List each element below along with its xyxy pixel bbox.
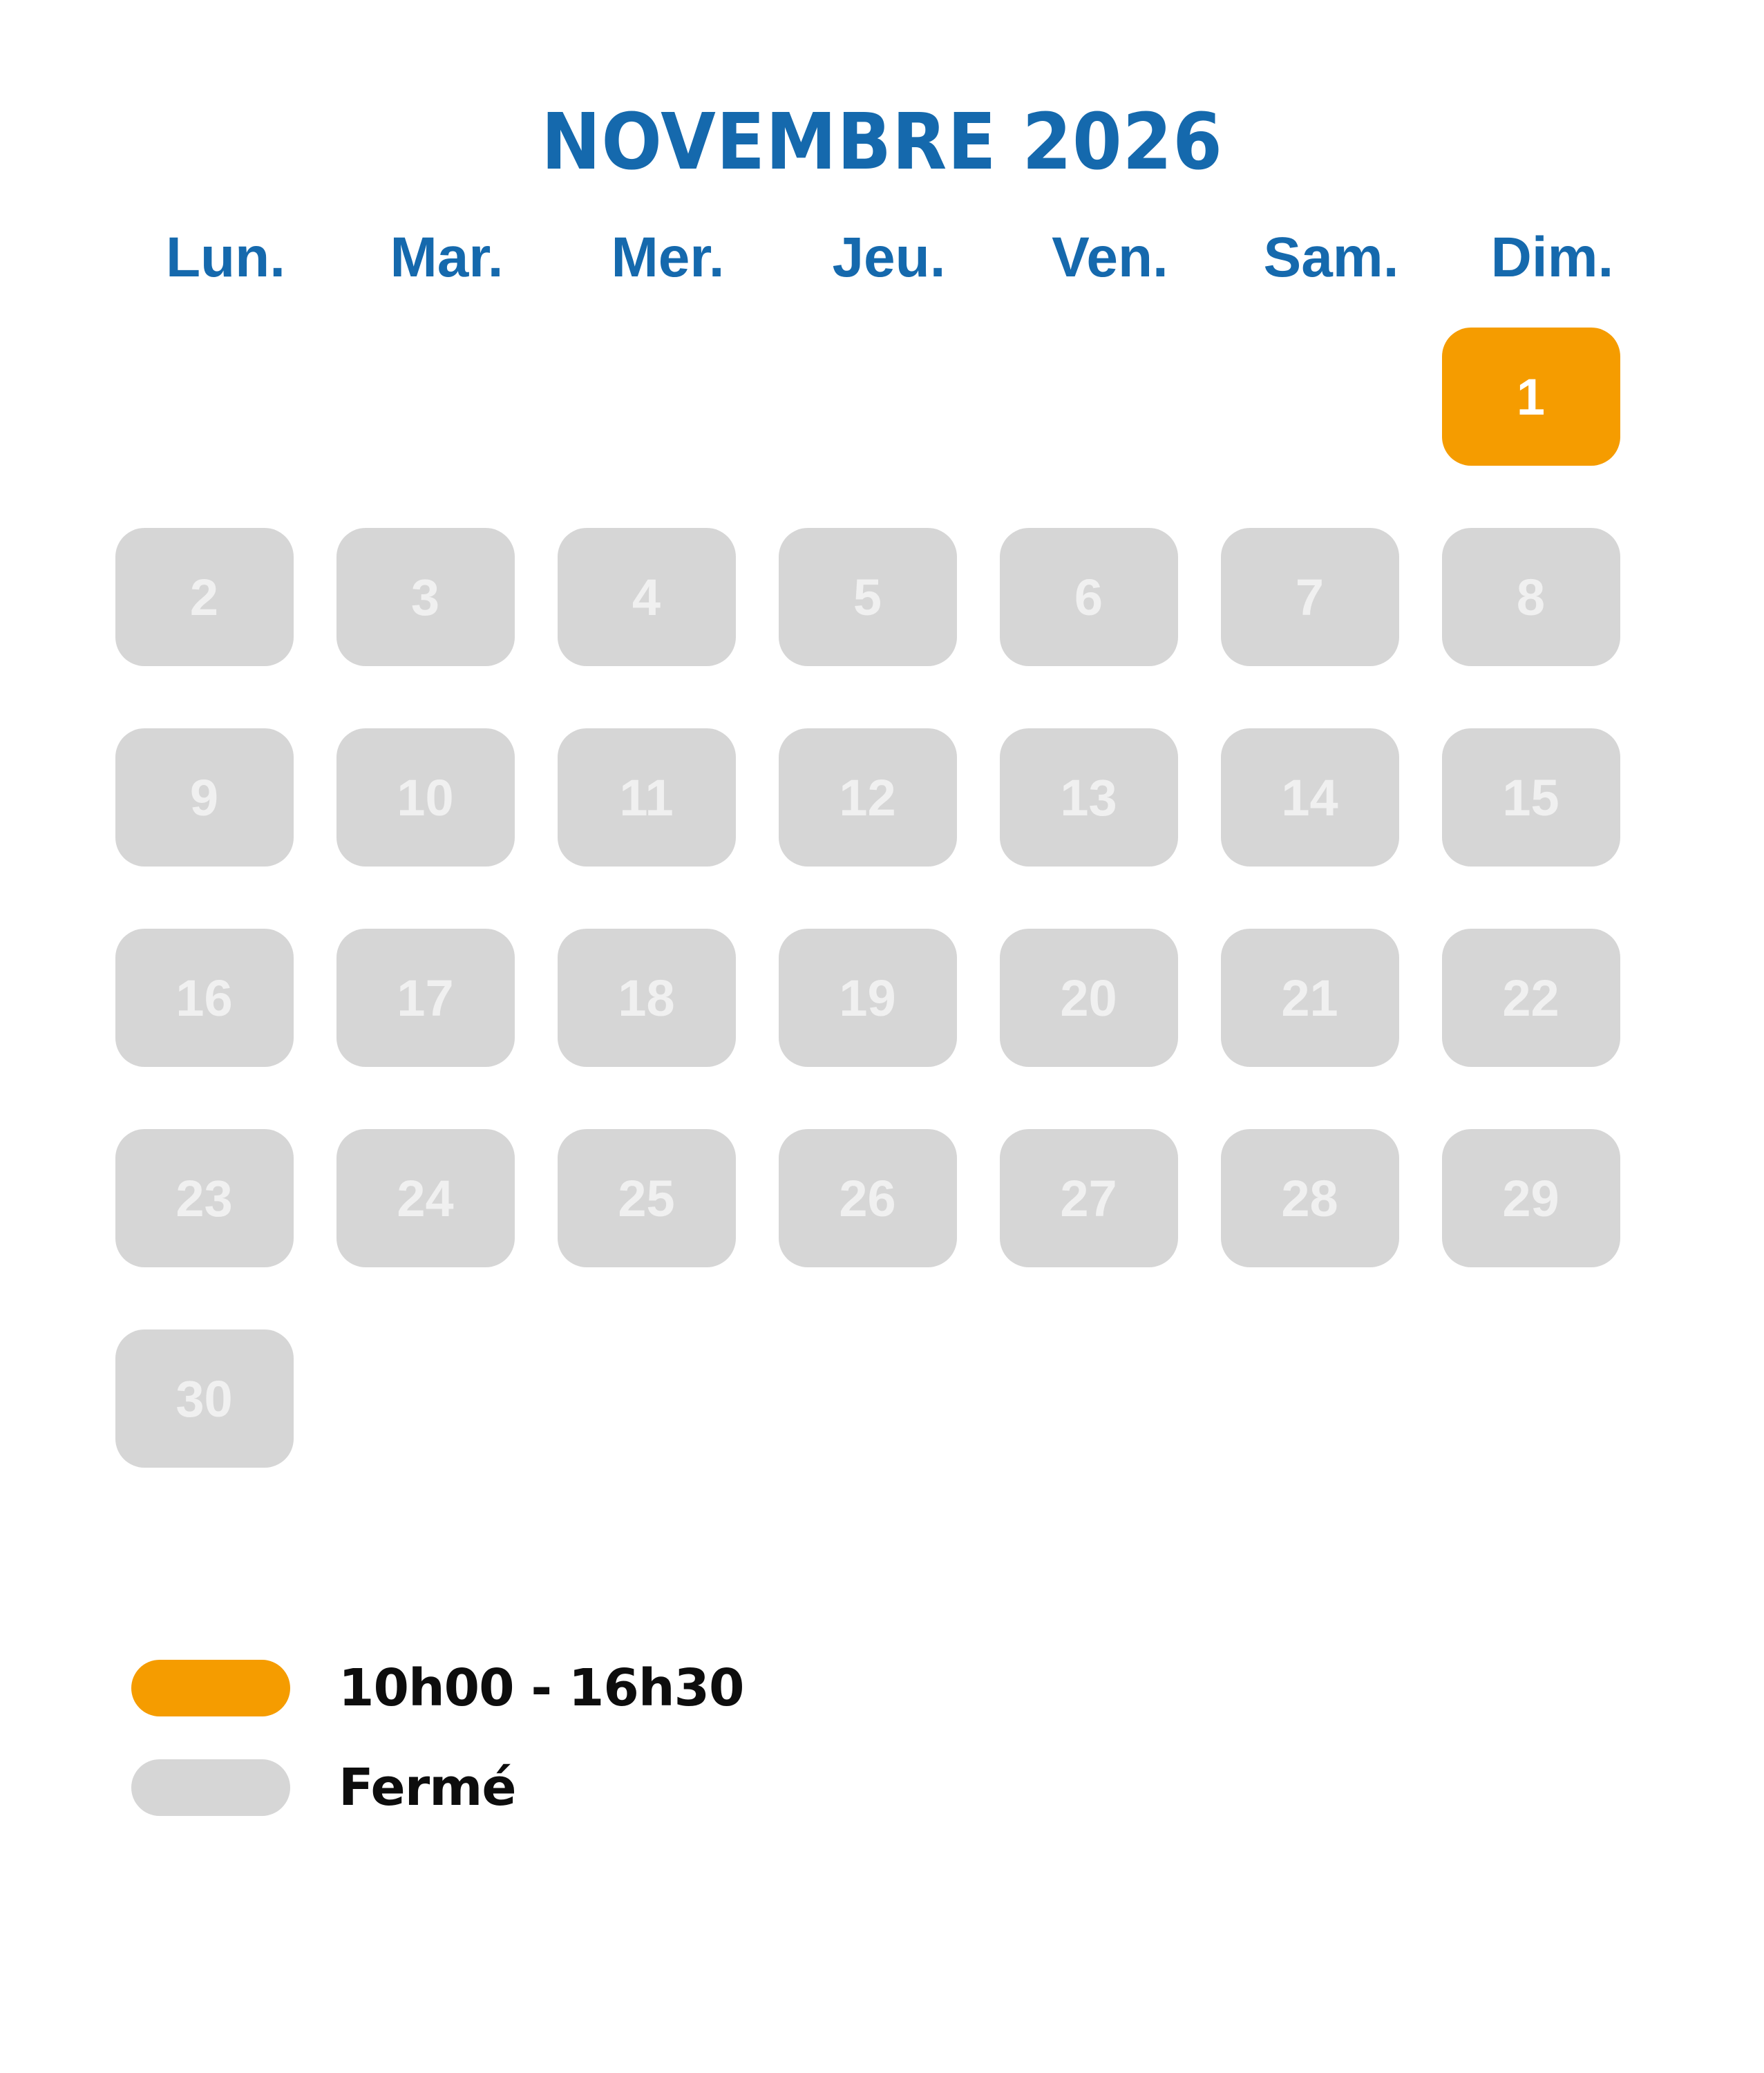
calendar-cell[interactable]: [1442, 929, 1663, 1129]
weekday-label-3: Jeu.: [832, 226, 946, 289]
calendar-cell[interactable]: [1221, 728, 1442, 929]
day-4[interactable]: 4: [558, 528, 736, 666]
calendar-cell[interactable]: [115, 728, 336, 929]
day-21[interactable]: 21: [1221, 929, 1399, 1067]
calendar-cell[interactable]: [1442, 728, 1663, 929]
empty-day: [336, 328, 515, 466]
day-7[interactable]: 7: [1221, 528, 1399, 666]
calendar-day-grid: [108, 328, 1656, 1530]
empty-day: [1000, 328, 1178, 466]
day-9[interactable]: 9: [115, 728, 294, 867]
day-11[interactable]: 11: [558, 728, 736, 867]
calendar-legend: [131, 1658, 1513, 1857]
empty-day: [1221, 328, 1399, 466]
day-23[interactable]: 23: [115, 1129, 294, 1267]
weekday-label-1: Mar.: [390, 226, 504, 289]
day-25[interactable]: 25: [558, 1129, 736, 1267]
calendar-cell[interactable]: [115, 528, 336, 728]
day-12[interactable]: 12: [779, 728, 957, 867]
weekday-label-6: Dim.: [1490, 226, 1614, 289]
day-30[interactable]: 30: [115, 1329, 294, 1468]
calendar-empty-cell: [558, 328, 779, 528]
day-10[interactable]: 10: [336, 728, 515, 867]
weekday-label-4: Ven.: [1052, 226, 1168, 289]
day-29[interactable]: 29: [1442, 1129, 1620, 1267]
day-27[interactable]: 27: [1000, 1129, 1178, 1267]
calendar-cell[interactable]: [336, 728, 558, 929]
calendar-cell[interactable]: [1221, 528, 1442, 728]
legend-label-closed: Fermé: [339, 1758, 516, 1817]
day-20[interactable]: 20: [1000, 929, 1178, 1067]
calendar-cell[interactable]: [779, 528, 1000, 728]
legend-row-closed: [131, 1758, 1513, 1817]
day-1[interactable]: 1: [1442, 328, 1620, 466]
day-17[interactable]: 17: [336, 929, 515, 1067]
calendar-cell[interactable]: [779, 1129, 1000, 1329]
calendar-cell[interactable]: [1442, 528, 1663, 728]
empty-day: [779, 328, 957, 466]
day-19[interactable]: 19: [779, 929, 957, 1067]
legend-row-open: [131, 1658, 1513, 1718]
weekday-label-0: Lun.: [165, 226, 286, 289]
calendar-cell[interactable]: [558, 528, 779, 728]
calendar-cell[interactable]: [115, 929, 336, 1129]
day-24[interactable]: 24: [336, 1129, 515, 1267]
calendar-weekday-header: [108, 226, 1656, 289]
calendar-cell[interactable]: [558, 929, 779, 1129]
calendar-cell[interactable]: [1000, 728, 1221, 929]
day-2[interactable]: 2: [115, 528, 294, 666]
calendar-cell[interactable]: [1000, 528, 1221, 728]
calendar-cell[interactable]: [779, 728, 1000, 929]
day-26[interactable]: 26: [779, 1129, 957, 1267]
calendar-cell[interactable]: [336, 528, 558, 728]
calendar-cell[interactable]: [1000, 1129, 1221, 1329]
empty-day: [558, 328, 736, 466]
calendar-cell[interactable]: [1442, 328, 1663, 528]
calendar-cell[interactable]: [558, 728, 779, 929]
weekday-label-2: Mer.: [611, 226, 725, 289]
calendar-cell[interactable]: [1000, 929, 1221, 1129]
day-16[interactable]: 16: [115, 929, 294, 1067]
weekday-label-5: Sam.: [1263, 226, 1399, 289]
day-3[interactable]: 3: [336, 528, 515, 666]
calendar-cell[interactable]: [1221, 1129, 1442, 1329]
calendar-empty-cell: [336, 328, 558, 528]
calendar-cell[interactable]: [1221, 929, 1442, 1129]
calendar-cell[interactable]: [558, 1129, 779, 1329]
calendar-empty-cell: [1000, 328, 1221, 528]
calendar-cell[interactable]: [779, 929, 1000, 1129]
calendar-cell[interactable]: [336, 1129, 558, 1329]
calendar-cell[interactable]: [115, 1329, 336, 1530]
day-5[interactable]: 5: [779, 528, 957, 666]
day-18[interactable]: 18: [558, 929, 736, 1067]
calendar-empty-cell: [779, 328, 1000, 528]
legend-swatch-open: [131, 1660, 290, 1716]
calendar-cell[interactable]: [1442, 1129, 1663, 1329]
day-15[interactable]: 15: [1442, 728, 1620, 867]
empty-day: [115, 328, 294, 466]
calendar-cell[interactable]: [336, 929, 558, 1129]
legend-label-open: 10h00 - 16h30: [339, 1658, 744, 1718]
calendar-empty-cell: [1221, 328, 1442, 528]
day-14[interactable]: 14: [1221, 728, 1399, 867]
day-8[interactable]: 8: [1442, 528, 1620, 666]
day-28[interactable]: 28: [1221, 1129, 1399, 1267]
day-22[interactable]: 22: [1442, 929, 1620, 1067]
calendar-cell[interactable]: [115, 1129, 336, 1329]
legend-swatch-closed: [131, 1759, 290, 1816]
day-13[interactable]: 13: [1000, 728, 1178, 867]
calendar-month-title: NOVEMBRE 2026: [541, 97, 1223, 187]
day-6[interactable]: 6: [1000, 528, 1178, 666]
calendar-empty-cell: [115, 328, 336, 528]
